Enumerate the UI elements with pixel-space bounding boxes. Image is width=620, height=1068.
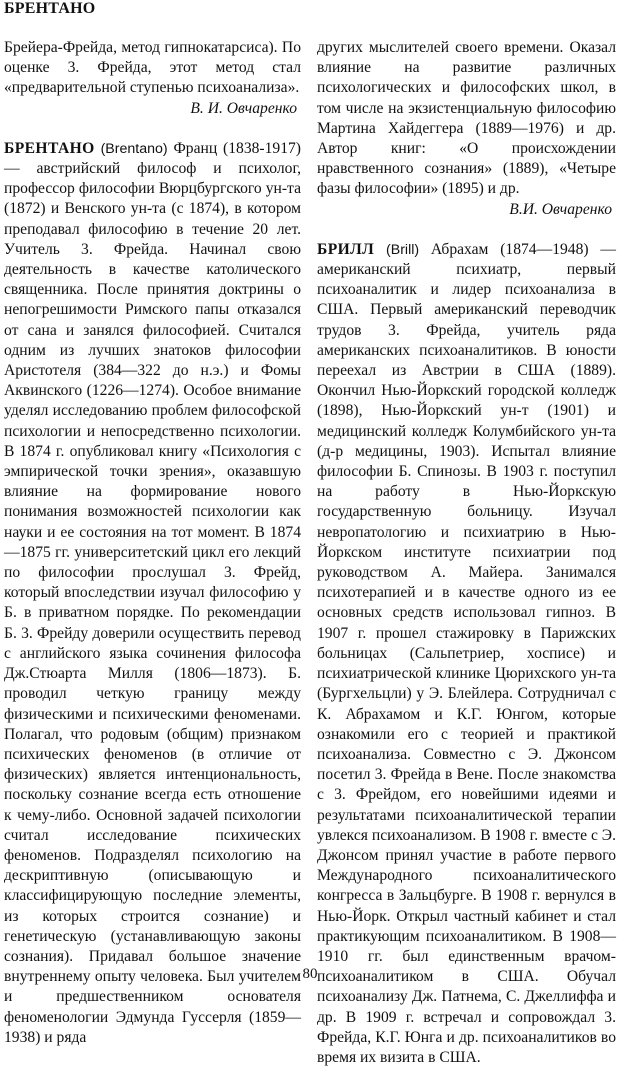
entry-latin-name: (Brentano) bbox=[100, 140, 168, 157]
page-number: 80 bbox=[302, 966, 318, 982]
continuation-author: В.И. Овчаренко bbox=[509, 200, 612, 218]
continuation-author: В. И. Овчаренко bbox=[190, 99, 297, 117]
entry-brentano bbox=[4, 139, 301, 1048]
entry-body: Абрахам (1874—1948) — американский психиатр, первый психоаналитик и лидер психоанализа в США. Первый американский переводчик трудов 3. Фрейда, учитель ряда американских психоаналитиков. В юности переехал из Австрии в США (1889). Окончил Нью-Йоркский городской колледж (1898), Нью-Йоркский ун-т (1901) и медицинский колледж Колумбийского ун-та (д-р медицины, 1903). Испытал влияние философии Б. Спинозы. В 1903 г. поступил на работу в Нью-Йоркскую государственную больницу. Изучал невропатологию и психиатрию в Нью-Йоркском институте психиатрии под руководством А. Майера. Занимался психотерапией и в качестве одного из ее основных средств использовал гипноз. В 1907 г. прошел стажировку в Парижских больницах (Сальпетриер, хосписе) и психиатрической клинике Цюрихского ун-та (Бургхельцли) у Э. Блейлера. Сотрудничал с К. Абрахамом и К.Г. Юнгом, которые ознакомили его с теорией и практикой психоанализа. Совместно с Э. Джонсом посетил 3. Фрейда в Вене. После знакомства с 3. Фрейдом, его новейшими идеями и результатами психоаналитической терапии увлекся психоанализом. В 1908 г. вместе с Э. Джонсом принял участие в работе первого Международного психоаналитического конгресса в Зальцбурге. В 1908 г. вернулся в Нью-Йорк. Открыл частный кабинет и стал практикующим психоаналитиком. В 1908—1910 гг. был единственным врачом-психоаналитиком в США. Обучал психоанализу Дж. Патнема, С. Джеллиффа и др. В 1909 г. встречал и сопровождал 3. Фрейда, К.Г. Юнга и др. психоаналитиков во время их визита в США. bbox=[317, 240, 616, 1066]
entry-latin-name: (Brill) bbox=[386, 241, 420, 258]
right-column bbox=[317, 38, 616, 1068]
left-column bbox=[4, 38, 301, 1048]
continuation-paragraph: Брейера-Фрейда, метод гипнокатарсиса). По оценке 3. Фрейда, этот метод стал «предварительной ступенью психоанализа». bbox=[4, 39, 301, 97]
entry-body: Франц (1838-1917)— австрийский философ и психолог, профессор философии Вюрцбургского ун-та (1872) и Венского ун-та (с 1874), в котором преподавал философию в течение 20 лет. Учитель 3. Фрейда. Начинал свою деятельность в качестве католического священника. После принятия доктрины о непогрешимости Римского папы отказался от сана и занялся философией. Считался одним из лучших знатоков философии Аристотеля (384—322 до н.э.) и Фомы Аквинского (1226—1274). Особое внимание уделял исследованию проблем философской психологии и непосредственно психологии. В 1874 г. опубликовал книгу «Психология с эмпирической точки зрения», оказавшую влияние на формирование нового понимания возможностей психологии как науки и ее состояния на тот момент. В 1874—1875 гг. университетский цикл его лекций по философии прослушал 3. Фрейд, который впоследствии изучал философию у Б. в приватном порядке. По рекомендации Б. 3. Фрейду доверили осуществить перевод с английского языка сочинения философа Дж.Стюарта Милля (1806—1873). Б. проводил четкую границу между физическими и психическими феноменами. Полагал, что родовым (общим) признаком психических феноменов (в отличие от физических) является интенциональность, поскольку сознание всегда есть отношение к чему-либо. Основной задачей психологии считал исследование психических феноменов. Подразделял психологию на дескриптивную (описывающую и классифицирующую последние элементы, из которых строится сознание) и генетическую (устанавливающую законы сознания). Придавал большое значение внутреннему опыту человека. Был учителем и предшественником основателя феноменологии Эдмунда Гуссерля (1859—1938) и ряда bbox=[4, 139, 301, 1046]
running-head: БРЕНТАНО bbox=[4, 0, 96, 17]
continuation-paragraph: других мыслителей своего времени. Оказал влияние на развитие различных психологических и философских школ, в том числе на экзистенциальную философию Мартина Хайдеггера (1889—1976) и др. Автор книг: «О происхождении нравственного сознания» (1889), «Четыре фазы философии» (1895) и др. bbox=[317, 39, 616, 198]
entry-headword: БРЕНТАНО bbox=[4, 139, 95, 157]
entry-headword: БРИЛЛ bbox=[317, 240, 375, 258]
entry-brill bbox=[317, 240, 616, 1068]
